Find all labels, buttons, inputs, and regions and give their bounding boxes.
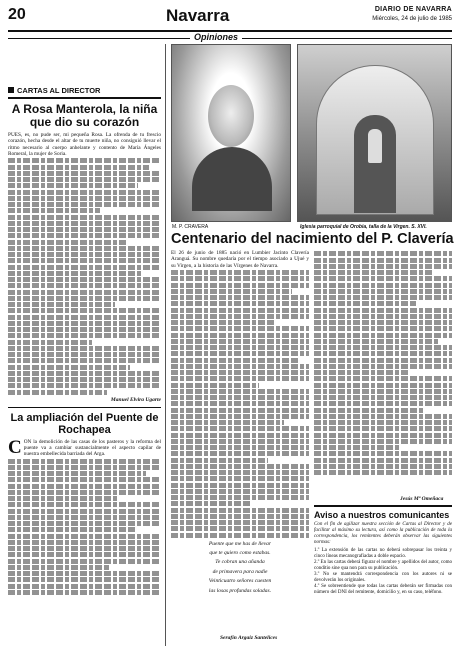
letter1-opening: PUES, es, no pude ser, mi pequeña Rosa. La ofrenda de tu frescio corazón, hecha desde el altar de tu muerte niña, no consiguió llevar el ritmo necesario al cuerpo anhelante y contento de María Ángeles Romeral, la mujer de Soria.: [8, 132, 161, 157]
poem-line: Te cobran una añanda: [215, 559, 265, 566]
feature-poem: [171, 541, 309, 594]
virgin-statue-photo: [297, 44, 452, 222]
poem-line: Puente que me has de llevar: [208, 540, 272, 547]
notice-box: [314, 505, 452, 646]
portrait-caption: M. P. CRAVERA: [172, 224, 209, 230]
notice-title: Aviso a nuestros comunicantes: [314, 510, 450, 520]
feature-column-a: [171, 250, 309, 646]
poem-line: las losas profundas soladas.: [208, 587, 272, 594]
letter1-signature: Manuel Elvira Ugarte: [110, 396, 161, 403]
portrait-photo: [171, 44, 291, 222]
feature-headline: Centenario del nacimiento del P. Clavería: [171, 231, 454, 247]
feature-signature-a: Serafín Argaiz Santelices: [220, 635, 278, 641]
paper-name: DIARIO DE NAVARRA: [374, 6, 452, 13]
statue-caption: Iglesia parroquial de Orobia, talla de la Virgen. S. XVI.: [300, 224, 427, 230]
poem-line: Veinticuatro señores cuesten: [208, 578, 272, 585]
feature-opening: El 26 de junio de 1885 nació en Lumbier Jacinto Clavería Aranguá. Su nombre quedaría por el tiempo asociado a Ujué y su Virgen, a la historia de las Vírgenes de Navarra.: [171, 250, 309, 269]
letters-box-title: [8, 86, 161, 99]
paper-date: Miércoles, 24 de julio de 1985: [372, 16, 452, 22]
notice-item: 3.º No se mantendrá correspondencia con los autores ni se devolverán los originales.: [314, 572, 452, 583]
poem-line: de primavera para nadie: [212, 568, 268, 575]
masthead: [8, 6, 452, 30]
notice-item: 1.º La extensión de las cartas no deberá sobrepasar los treinta y cinco líneas mecanografiadas a doble espacio.: [314, 548, 452, 559]
section-title: Navarra: [166, 6, 230, 25]
square-bullet-icon: [8, 87, 14, 93]
feature-body-a: [171, 270, 309, 538]
poem-line: que te quiero como estabas.: [209, 549, 271, 556]
page-number: 20: [8, 6, 26, 23]
rubric-opiniones: Opiniones: [190, 32, 242, 42]
letter2-headline: La ampliación del Puente de Rochapea: [8, 407, 161, 436]
notice-item: 4.º Se sobreentiende que todas las cartas deberán ser firmadas con número del DNI del remitente, domicilio y, en su caso, teléfono.: [314, 584, 452, 595]
letter2-body: [8, 459, 161, 595]
letter2-opening: CON la demolición de las casas de los pasteros y la reforma del puente va a cambiar sustancialmente el aspecto capilar de nuestra embellecida barriada del Arga.: [8, 436, 161, 458]
notice-item: 2.º En las cartas deberá figurar el nombre y apellidos del autor, como conditio sine qua non para su publicación.: [314, 560, 452, 571]
box-label: CARTAS AL DIRECTOR: [17, 86, 101, 95]
feature-signature-b: Jesús Mª Omeñaca: [400, 496, 444, 502]
letters-column: [8, 44, 166, 646]
notice-intro: Con el fin de agilizar nuestra sección de Cartas al Director y de facilitar al máximo su lectura, así como la publicación de toda la correspondencia, los remitentes deberán observar las siguientes normas:: [314, 522, 452, 545]
feature-column-b: [314, 250, 452, 502]
letter1-body: [8, 158, 161, 394]
letter1-headline: A Rosa Manterola, la niña que dio su corazón: [11, 102, 158, 129]
